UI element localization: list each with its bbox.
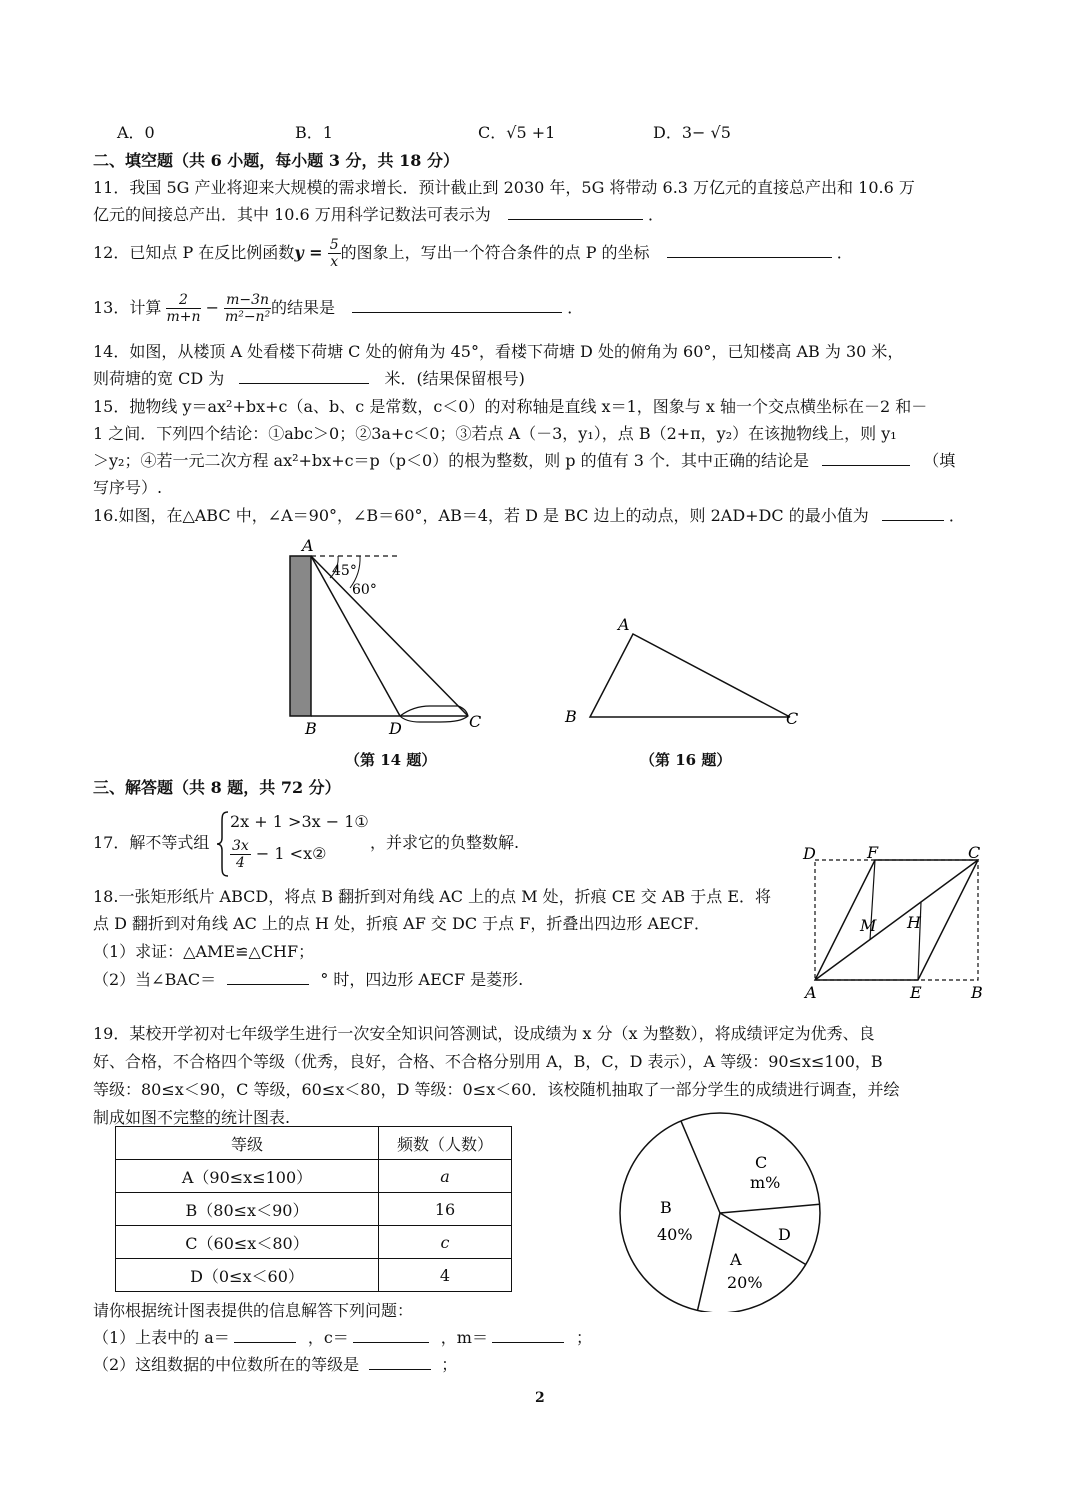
pie-label-d: D [778, 1225, 791, 1244]
q14-post: 米．(结果保留根号) [384, 369, 525, 388]
q13-fraction2: $\frac{m-3n}{\text{m²−n²}}$ [224, 292, 271, 325]
pie-label-a: A [730, 1250, 742, 1269]
q19-line3: 等级：80≤x＜90，C 等级，60≤x＜80，D 等级：0≤x＜60．该校随机抽取了一部分学生的成绩进行调查，并绘 [93, 1080, 900, 1099]
q17-ineq2-rest: − 1 <x② [255, 844, 327, 863]
q13-end: ． [567, 298, 584, 317]
pie-value-c: m% [750, 1173, 781, 1192]
q19-task2-text: （2）这组数据的中位数所在的等级是 [93, 1355, 360, 1374]
fig18-label-c: C [968, 843, 981, 862]
q15-line1: 15．抛物线 y＝ax²+bx+c（a、b、c 是常数，c＜0）的对称轴是直线 x＝1，图象与 x 轴一个交点横坐标在－2 和－ [93, 397, 928, 416]
q17-ineq1: 2x + 1 >3x − 1① [230, 812, 369, 831]
q18-line1: 18.一张矩形纸片 ABCD，将点 B 翻折到对角线 AC 上的点 M 处，折痕 CE 交 AB 于点 E．将 [93, 887, 772, 906]
pie-label-c: C [755, 1153, 768, 1172]
figure-18 [795, 840, 995, 1010]
q17-ineq2 [230, 838, 326, 871]
table-header-grade: 等级 [116, 1127, 379, 1160]
fig16-label-b: B [565, 707, 577, 726]
table-cell-grade: B（80≤x＜90） [116, 1193, 379, 1226]
q16-text: 16.如图，在△ABC 中，∠A＝90°，∠B＝60°，AB＝4，若 D 是 BC 边上的动点，则 2AD+DC 的最小值为 [93, 506, 869, 525]
table-row [116, 1226, 512, 1259]
q12-answer-blank[interactable] [667, 243, 832, 258]
q18-line4 [93, 967, 523, 990]
q15-answer-blank[interactable] [822, 451, 910, 466]
q14-pre: 则荷塘的宽 CD 为 [93, 369, 225, 388]
pie-chart [615, 1112, 835, 1312]
q18-line3: （1）求证：△AME≌△CHF； [93, 942, 315, 961]
q19-task1-end: ； [575, 1328, 592, 1347]
q19-task1-m: ，m＝ [440, 1328, 488, 1347]
q16 [93, 503, 965, 526]
table-cell-count: a [379, 1160, 512, 1193]
q12-post: 的图象上，写出一个符合条件的点 P 的坐标 [340, 243, 650, 262]
q13-minus: − [205, 298, 219, 317]
q12-fn-y: y = [294, 243, 323, 262]
q12-pre: 12．已知点 P 在反比例函数 [93, 243, 295, 262]
q16-answer-blank[interactable] [882, 506, 944, 521]
section2-title: 二、填空题（共 6 小题，每小题 3 分，共 18 分） [93, 151, 459, 170]
table-row [116, 1193, 512, 1226]
q19-line2: 好、合格，不合格四个等级（优秀，良好，合格、不合格分别用 A，B，C，D 表示），A 等级：90≤x≤100，B [93, 1052, 883, 1071]
q19-intro: 请你根据统计图表提供的信息解答下列问题： [93, 1301, 414, 1320]
q19-blank-c[interactable] [353, 1328, 429, 1343]
q15-line3-post: （填 [923, 451, 956, 470]
q19-line4: 制成如图不完整的统计图表. [93, 1108, 291, 1127]
table-cell-grade: D（0≤x＜60） [116, 1259, 379, 1292]
q12-fraction: $\frac{5}{x}$ [329, 237, 339, 270]
fig14-label-a: A [302, 536, 314, 555]
option-d: D．3− √5 [653, 123, 731, 142]
fig14-label-d: D [389, 719, 402, 738]
q12 [93, 237, 853, 270]
fig14-label-c: C [469, 712, 482, 731]
q13-answer-blank[interactable] [352, 298, 562, 313]
q14-line2 [93, 366, 525, 389]
q15-line2: 1 之间．下列四个结论：①abc＞0；②3a+c＜0；③若点 A（－3，y₁），点 B（2+π，y₂）在该抛物线上，则 y₁ [93, 424, 897, 443]
fig18-label-a: A [805, 983, 817, 1002]
pie-value-a: 20% [727, 1273, 763, 1292]
q11-line2 [93, 202, 664, 225]
q14-line1: 14．如图，从楼顶 A 处看楼下荷塘 C 处的俯角为 45°，看楼下荷塘 D 处的俯角为 60°，已知楼高 AB 为 30 米， [93, 342, 904, 361]
q16-end: ． [948, 506, 965, 525]
q13-fraction1: $\frac{2}{m+n}$ [166, 292, 201, 325]
fig18-label-d: D [803, 844, 816, 863]
pie-label-b: B [660, 1198, 672, 1217]
option-b: B．1 [295, 123, 333, 142]
fig16-label-c: C [786, 709, 799, 728]
fig16-label-a: A [618, 615, 630, 634]
q17-post: ，并求它的负整数解. [370, 833, 520, 852]
table-cell-grade: A（90≤x≤100） [116, 1160, 379, 1193]
q19-blank-m[interactable] [492, 1328, 564, 1343]
q19-blank-median[interactable] [369, 1355, 431, 1370]
q19-task1-c: ，c＝ [307, 1328, 349, 1347]
q18-line2: 点 D 翻折到对角线 AC 上的点 H 处，折痕 AF 交 DC 于点 F，折叠出四边形 AECF． [93, 914, 711, 933]
q13-pre: 13．计算 [93, 298, 162, 317]
table-cell-count: 16 [379, 1193, 512, 1226]
pie-value-b: 40% [657, 1225, 693, 1244]
table-cell-grade: C（60≤x＜80） [116, 1226, 379, 1259]
sight-line-c [311, 556, 468, 716]
option-a: A．0 [117, 123, 155, 142]
fig18-label-f: F [867, 843, 879, 862]
q19-task1-a: （1）上表中的 a＝ [93, 1328, 230, 1347]
section3-title: 三、解答题（共 8 题，共 72 分） [93, 778, 341, 797]
q18-answer-blank[interactable] [227, 970, 309, 985]
q13-post: 的结果是 [271, 298, 336, 317]
building-rect [290, 556, 311, 716]
fig16-caption: （第 16 题） [640, 751, 732, 769]
option-c: C．√5 +1 [478, 123, 556, 142]
q17-pre: 17．解不等式组 [93, 833, 210, 852]
table-row [116, 1160, 512, 1193]
fig18-label-b: B [971, 983, 983, 1002]
q12-end: ． [836, 243, 853, 262]
pie-slice-boundary-d [720, 1204, 820, 1213]
fig14-caption: （第 14 题） [345, 751, 437, 769]
figure-14 [280, 532, 500, 742]
q15-line4: 写序号）. [93, 478, 163, 497]
q19-task1 [93, 1325, 592, 1348]
fig18-label-m: M [860, 916, 877, 935]
pie-slice-boundary-c [681, 1121, 720, 1213]
diagonal-ac [815, 860, 978, 980]
pie-slice-boundary-b [698, 1213, 720, 1310]
q19-task2-end: ； [441, 1355, 458, 1374]
q17-ineq2-frac: $\frac{3x}{4}$ [232, 838, 249, 871]
triangle-abc [590, 634, 790, 717]
table-header-row [116, 1127, 512, 1160]
q15-line3-pre: ＞y₂；④若一元二次方程 ax²+bx+c＝p（p＜0）的根为整数，则 p 的值有 3 个．其中正确的结论是 [93, 451, 809, 470]
q11-text: 亿元的间接总产出．其中 10.6 万用科学记数法可表示为 [93, 205, 491, 224]
q19-blank-a[interactable] [234, 1328, 296, 1343]
q19-task2 [93, 1352, 457, 1375]
q11-answer-blank[interactable] [508, 205, 643, 220]
q11-line1: 11．我国 5G 产业将迎来大规模的需求增长．预计截止到 2030 年，5G 将带动 6.3 万亿元的直接总产出和 10.6 万 [93, 178, 915, 197]
fig14-label-60: 60° [352, 582, 377, 598]
stats-table [115, 1126, 512, 1292]
table-row [116, 1259, 512, 1292]
q17-brace [216, 810, 230, 878]
q18-line4-pre: （2）当∠BAC＝ [93, 970, 217, 989]
q11-end: ． [648, 205, 665, 224]
fig18-label-e: E [910, 983, 922, 1002]
pond-shape [400, 706, 468, 722]
q19-line1: 19．某校开学初对七年级学生进行一次安全知识问答测试，设成绩为 x 分（x 为整数），将成绩评定为优秀、良 [93, 1024, 875, 1043]
page-number: 2 [535, 1390, 545, 1406]
table-header-count: 频数（人数） [379, 1127, 512, 1160]
figure-16 [555, 605, 815, 735]
q15-line3 [93, 448, 955, 471]
table-cell-count: 4 [379, 1259, 512, 1292]
q18-line4-post: ° 时，四边形 AECF 是菱形. [320, 970, 524, 989]
fig14-label-b: B [305, 719, 317, 738]
fig18-label-h: H [907, 913, 921, 932]
fig14-label-45: 45° [332, 563, 357, 579]
q14-answer-blank[interactable] [239, 369, 369, 384]
table-cell-count: c [379, 1226, 512, 1259]
q13 [93, 292, 583, 325]
